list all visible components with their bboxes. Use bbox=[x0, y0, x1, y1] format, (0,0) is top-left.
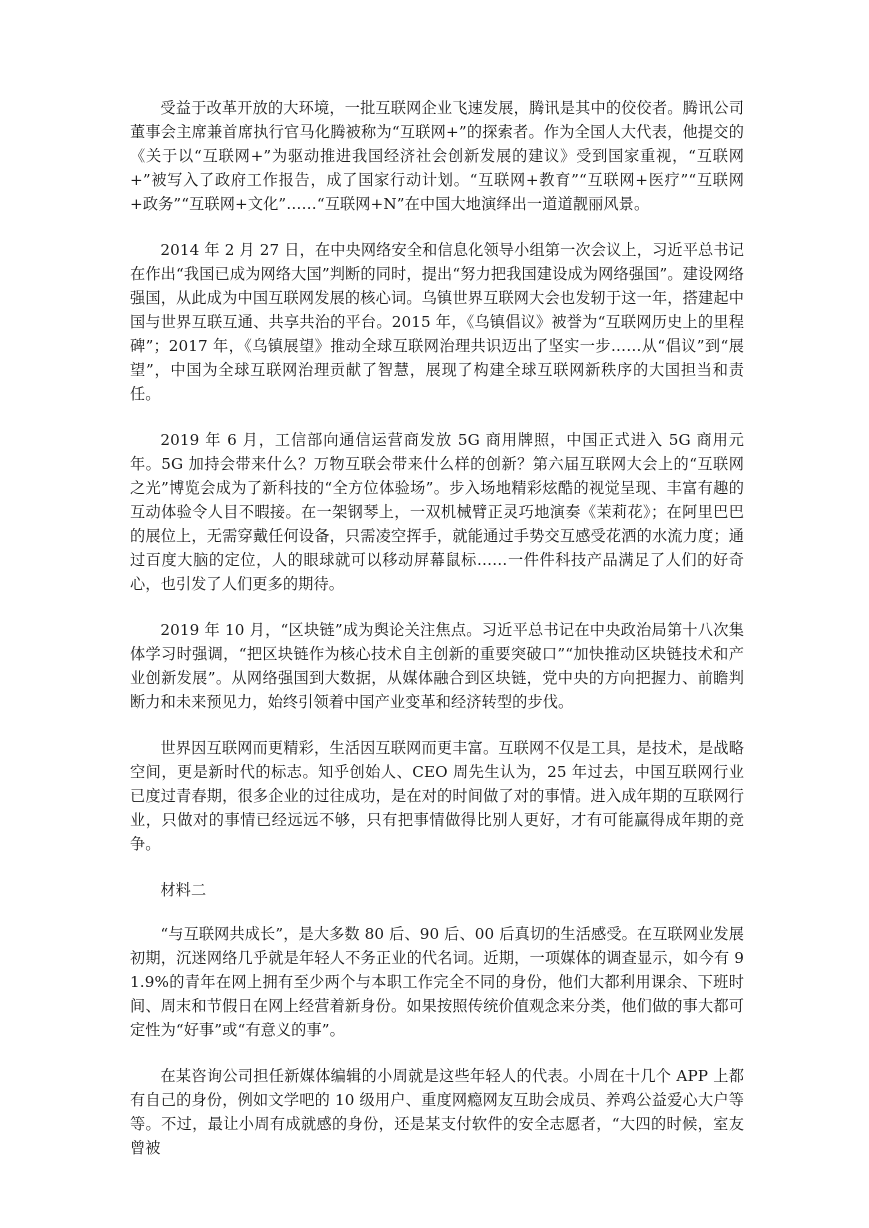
paragraph-network-power: 2014 年 2 月 27 日，在中央网络安全和信息化领导小组第一次会议上，习近平总书记在作出“我国已成为网络大国”判断的同时，提出“努力把我国建设成为网络强国”。建设网络强国，从此成为中国互联网发展的核心词。乌镇世界互联网大会也发轫于这一年，搭建起中国与世界互联互通、共享共治的平台。2015 年，《乌镇倡议》被誉为“互联网历史上的里程碑”；2017 年，《乌镇展望》推动全球互联网治理共识迈出了坚实一步……从“倡议”到“展望”，中国为全球互联网治理贡献了智慧，展现了构建全球互联网新秩序的大国担当和责任。 bbox=[130, 241, 744, 403]
paragraph-internet-adulthood: 世界因互联网而更精彩，生活因互联网而更丰富。互联网不仅是工具，是技术，是战略空间，更是新时代的标志。知乎创始人、CEO 周先生认为，25 年过去，中国互联网行业已度过青春期，很多企业的过往成功，是在对的时间做了对的事情。进入成年期的互联网行业，只做对的事情已经远远不够，只有把事情做得比别人更好，才有可能赢得成年期的竞争。 bbox=[130, 739, 744, 853]
paragraph-5g-commercial: 2019 年 6 月，工信部向通信运营商发放 5G 商用牌照，中国正式进入 5G 商用元年。5G 加持会带来什么？万物互联会带来什么样的创新？第六届互联网大会上的“互联网之光”博览会成为了新科技的“全方位体验场”。步入场地精彩炫酷的视觉呈现、丰富有趣的互动体验令人目不暇接。在一架钢琴上，一双机械臂正灵巧地演奏《茉莉花》；在阿里巴巴的展位上，无需穿戴任何设备，只需凌空挥手，就能通过手势交互感受花洒的水流力度；通过百度大脑的定位，人的眼球就可以移动屏幕鼠标……一件件科技产品满足了人们的好奇心，也引发了人们更多的期待。 bbox=[130, 431, 744, 593]
paragraph-grow-with-internet: “与互联网共成长”，是大多数 80 后、90 后、00 后真切的生活感受。在互联网业发展初期，沉迷网络几乎就是年轻人不务正业的代名词。近期，一项媒体的调查显示，如今有 91.9%的青年在网上拥有至少两个与本职工作完全不同的身份，他们大都利用课余、下班时间、周末和节假日在网上经营着新身份。如果按照传统价值观念来分类，他们做的事大都可定性为“好事”或“有意义的事”。 bbox=[130, 925, 744, 1039]
paragraph-xiao-zhou: 在某咨询公司担任新媒体编辑的小周就是这些年轻人的代表。小周在十几个 APP 上都有自己的身份，例如文学吧的 10 级用户、重度网瘾网友互助会成员、养鸡公益爱心大户等等。不过，最让小周有成就感的身份，还是某支付软件的安全志愿者，“大四的时候，室友曾被 bbox=[130, 1067, 744, 1157]
paragraph-blockchain: 2019 年 10 月，“区块链”成为舆论关注焦点。习近平总书记在中央政治局第十八次集体学习时强调，“把区块链作为核心技术自主创新的重要突破口”“加快推动区块链技术和产业创新发展”。从网络强国到大数据，从媒体融合到区块链，党中央的方向把握力、前瞻判断力和未来预见力，始终引领着中国产业变革和经济转型的步伐。 bbox=[130, 621, 744, 711]
paragraph-tencent-internet-plus: 受益于改革开放的大环境，一批互联网企业飞速发展，腾讯是其中的佼佼者。腾讯公司董事会主席兼首席执行官马化腾被称为“互联网+”的探索者。作为全国人大代表，他提交的《关于以“互联网+”为驱动推进我国经济社会创新发展的建议》受到国家重视，“互联网+”被写入了政府工作报告，成了国家行动计划。“互联网+教育”“互联网+医疗”“互联网+政务”“互联网+文化”……“互联网+N”在中国大地演绎出一道道靓丽风景。 bbox=[130, 99, 744, 213]
section-heading-material-two: 材料二 bbox=[160, 881, 207, 899]
article-body bbox=[130, 96, 744, 1182]
